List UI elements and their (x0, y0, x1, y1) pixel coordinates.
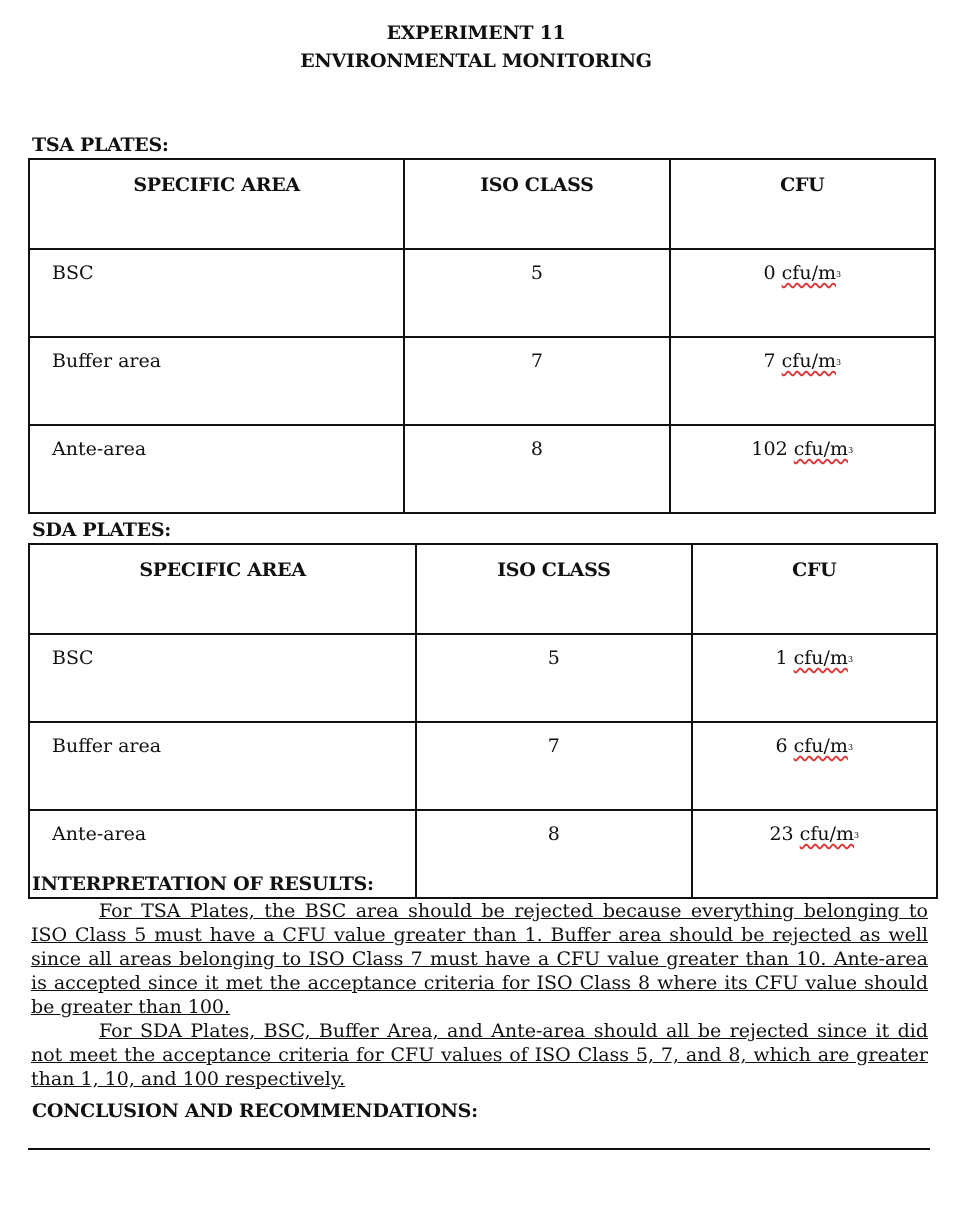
cfu-value: 1 (775, 647, 788, 669)
iso-cell: 7 (416, 722, 691, 810)
document-subtitle: ENVIRONMENTAL MONITORING (300, 50, 652, 72)
unit-exponent: 3 (847, 655, 854, 664)
cfu-value: 102 (751, 438, 788, 460)
table-row (29, 337, 935, 425)
table-row (29, 722, 937, 810)
unit-exponent: 3 (848, 446, 854, 455)
sda-plates-table (28, 543, 938, 899)
cfu-unit: cfu/m (781, 350, 836, 372)
conclusion-answer-line (28, 1148, 930, 1150)
area-cell: Ante-area (29, 425, 404, 513)
interpretation-paragraph-tsa: For TSA Plates, the BSC area should be rejected because everything belonging to ISO Class 5 must have a CFU value greater than 1. Buffer area should be rejected as well since all areas belonging to ISO Class 7 must have a CFU value greater than 10. Ante-area is accepted since it met the acceptance criteria for ISO Class 8 where its CFU value should be greater than 100. (31, 900, 928, 1018)
cfu-value: 23 (769, 823, 794, 845)
area-cell: Buffer area (29, 337, 404, 425)
column-header-iso: ISO CLASS (404, 159, 669, 249)
document-title: EXPERIMENT 11 (386, 22, 566, 44)
cfu-cell (670, 425, 935, 513)
interpretation-paragraph-sda: For SDA Plates, BSC, Buffer Area, and Ante-area should all be rejected since it did not meet the acceptance criteria for CFU values of ISO Class 5, 7, and 8, which are greater than 1, 10, and 100 respectively. (31, 1020, 928, 1090)
iso-cell: 5 (416, 634, 691, 722)
unit-exponent: 3 (835, 270, 842, 279)
cfu-value: 6 (775, 735, 788, 757)
iso-cell: 8 (404, 425, 669, 513)
table-header-row (29, 544, 937, 634)
tsa-plates-table (28, 158, 936, 514)
unit-exponent: 3 (847, 743, 854, 752)
cfu-value: 0 (763, 262, 776, 284)
cfu-unit: cfu/m (793, 438, 849, 460)
iso-cell: 8 (416, 810, 691, 898)
cfu-unit: cfu/m (799, 823, 854, 845)
column-header-area: SPECIFIC AREA (29, 544, 416, 634)
table-row (29, 249, 935, 337)
cfu-cell (670, 249, 935, 337)
column-header-cfu: CFU (692, 544, 937, 634)
cfu-unit: cfu/m (793, 647, 848, 669)
iso-cell: 7 (404, 337, 669, 425)
sda-section-label: SDA PLATES: (32, 519, 171, 541)
column-header-iso: ISO CLASS (416, 544, 691, 634)
cfu-cell (670, 337, 935, 425)
cfu-unit: cfu/m (793, 735, 848, 757)
unit-exponent: 3 (835, 358, 842, 367)
cfu-value: 7 (763, 350, 776, 372)
area-cell: BSC (29, 634, 416, 722)
cfu-cell (692, 722, 937, 810)
interpretation-heading: INTERPRETATION OF RESULTS: (32, 873, 374, 895)
iso-cell: 5 (404, 249, 669, 337)
cfu-cell (692, 634, 937, 722)
area-cell: Ante-area (29, 810, 416, 898)
interpretation-body (31, 899, 928, 1091)
unit-exponent: 3 (854, 831, 860, 840)
cfu-unit: cfu/m (781, 262, 836, 284)
table-row (29, 425, 935, 513)
column-header-cfu: CFU (670, 159, 935, 249)
column-header-area: SPECIFIC AREA (29, 159, 404, 249)
area-cell: Buffer area (29, 722, 416, 810)
tsa-section-label: TSA PLATES: (32, 134, 169, 156)
conclusion-heading: CONCLUSION AND RECOMMENDATIONS: (32, 1100, 478, 1122)
table-row (29, 634, 937, 722)
cfu-cell (692, 810, 937, 898)
area-cell: BSC (29, 249, 404, 337)
table-header-row (29, 159, 935, 249)
